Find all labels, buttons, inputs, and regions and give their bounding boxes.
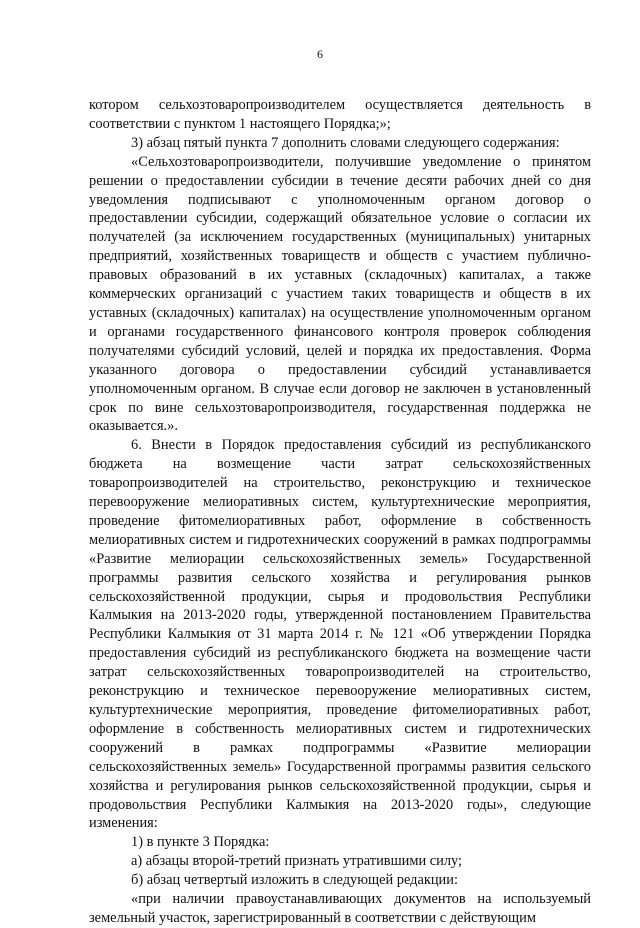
paragraph-subitem-a: а) абзацы второй-третий признать утратившими силу; <box>131 853 463 870</box>
paragraph-continuation: котором сельхозтоваропроизводителем осуществляется деятельность в соответствии с пунктом 1 настоящего Порядка;»; <box>89 97 591 132</box>
paragraph-quote-agreement: «Сельхозтоваропроизводители, получившие уведомление о принятом решении о предоставлении субсидии в течение десяти рабочих дней со дня уведомления подписывают с уполномоченным органом договор о предоставлении субсидии, содержащий обязательное условие о согласии их получателей (за исключением государственных (муниципальных) унитарных предприятий, хозяйственных товариществ и обществ с участием публично-правовых образований в их уставных (складочных) капиталах, а также коммерческих организаций с участием таких товариществ и обществ в их уставных (складочных) капиталах) на осуществление уполномоченным органом и органами государственного финансового контроля проверок соблюдения получателями субсидий условий, целей и порядка их предоставления. Форма указанного договора о предоставлении субсидий устанавливается уполномоченным органом. В случае если договор не заключен в установленный срок по вине сельхозтоваропроизводителя, государственная поддержка не оказывается.». <box>89 153 591 435</box>
paragraph-quote-land: «при наличии правоустанавливающих документов на используемый земельный участок, зарегистрированный в соответствии с действующим <box>89 891 591 926</box>
paragraph-subitem-b: б) абзац четвертый изложить в следующей редакции: <box>131 872 458 889</box>
paragraph-subitem-1: 1) в пункте 3 Порядка: <box>131 834 270 851</box>
paragraph-item-3: 3) абзац пятый пункта 7 дополнить словами следующего содержания: <box>131 134 560 151</box>
page-number: 6 <box>317 47 323 61</box>
document-body <box>89 96 591 928</box>
paragraph-item-6: 6. Внести в Порядок предоставления субсидий из республиканского бюджета на возмещение части затрат сельскохозяйственных товаропроизводителей на строительство, реконструкцию и техническое перевооружение мелиоративных систем, культуртехнические мероприятия, проведение фитомелиоративных работ, оформление в собственность мелиоративных систем и гидротехнических сооружений в рамках подпрограммы «Развитие мелиорации сельскохозяйственных земель» Государственной программы развития сельского хозяйства и регулирования рынков сельскохозяйственной продукции, сырья и продовольствия Республики Калмыкия на 2013-2020 годы, утвержденной постановлением Правительства Республики Калмыкия от 31 марта 2014 г. № 121 «Об утверждении Порядка предоставления субсидий из республиканского бюджета на возмещение части затрат сельскохозяйственных товаропроизводителей на строительство, реконструкцию и техническое перевооружение мелиоративных систем, культуртехнические мероприятия, проведение фитомелиоративных работ, оформление в собственность мелиоративных систем и гидротехнических сооружений в рамках подпрограммы «Развитие мелиорации сельскохозяйственных земель» Государственной программы развития сельского хозяйства и регулирования рынков сельскохозяйственной продукции, сырья и продовольствия Республики Калмыкия на 2013-2020 годы», следующие изменения: <box>89 437 591 832</box>
